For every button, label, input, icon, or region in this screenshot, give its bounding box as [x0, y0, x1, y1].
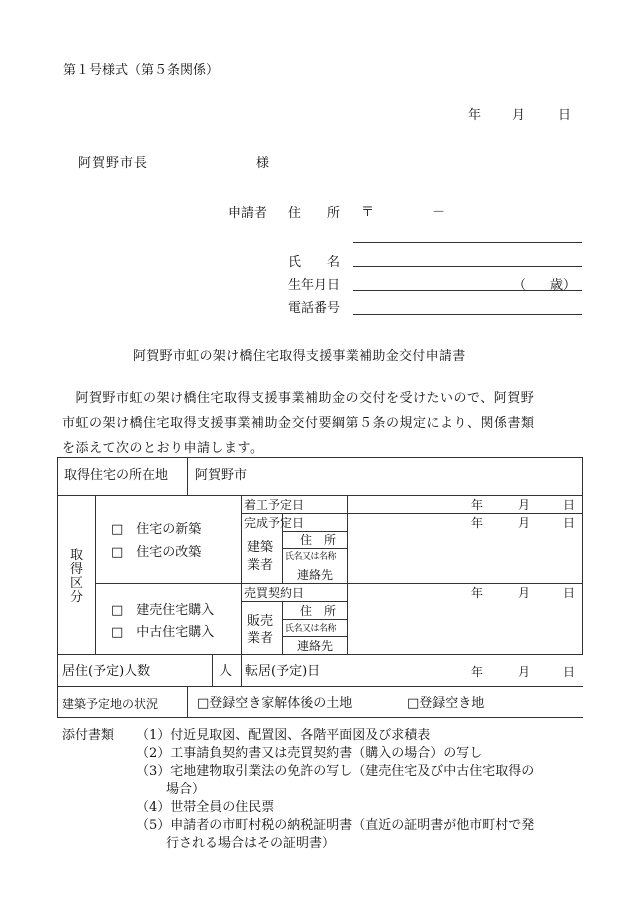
- attachment-item-4: （4）世帯全員の住民票: [136, 800, 275, 815]
- move-in-month-label: 月: [518, 665, 531, 679]
- postal-mark: 〒: [361, 205, 375, 220]
- age-suffix: 歳）: [550, 278, 577, 293]
- checkbox-site-vacant-land[interactable]: □登録空き地: [407, 696, 485, 711]
- contract-date-label: 売買契約日: [244, 586, 305, 600]
- date-day-label: 日: [558, 108, 572, 123]
- contract-day-label: 日: [563, 586, 576, 600]
- body-line-3: を添えて次のとおり申請します。: [62, 441, 264, 456]
- completion-year-label: 年: [471, 516, 484, 530]
- location-label: 取得住宅の所在地: [64, 468, 169, 483]
- start-month-label: 月: [518, 498, 531, 512]
- attachment-item-3-cont: 場合）: [166, 782, 206, 797]
- category-label-char-3: 区: [70, 576, 84, 591]
- date-month-label: 月: [512, 108, 526, 123]
- category-label-char-1: 取: [70, 548, 84, 563]
- contract-month-label: 月: [518, 586, 531, 600]
- move-in-day-label: 日: [563, 665, 576, 679]
- attachment-item-1: （1）付近見取図、配置図、各階平面図及び求積表: [136, 728, 431, 743]
- applicant-label: 申請者: [228, 206, 268, 221]
- location-value: 阿賀野市: [195, 468, 248, 483]
- birth-underline: [353, 290, 582, 291]
- category-label-char-2: 得: [70, 562, 84, 577]
- start-day-label: 日: [563, 498, 576, 512]
- persons-unit: 人: [219, 664, 233, 679]
- builder-name-label: 氏名又は名称: [285, 552, 337, 562]
- body-line-1: 阿賀野市虹の架け橋住宅取得支援事業補助金の交付を受けたいので、阿賀野: [62, 391, 535, 406]
- body-line-2: 市虹の架け橋住宅取得支援事業補助金交付要綱第５条の規定により、関係書類: [62, 416, 535, 431]
- attachment-item-5-cont: 行される場合はその証明書）: [166, 836, 336, 851]
- phone-underline: [353, 314, 582, 315]
- document-title: 阿賀野市虹の架け橋住宅取得支援事業補助金交付申請書: [133, 349, 466, 364]
- checkbox-renovation[interactable]: □ 住宅の改築: [111, 545, 202, 560]
- seller-contact-label: 連絡先: [297, 639, 334, 653]
- checkbox-new-build[interactable]: □ 住宅の新築: [111, 522, 202, 537]
- move-in-date-label: 転居(予定)日: [245, 664, 321, 679]
- attachment-item-3: （3）宅地建物取引業法の免許の写し（建売住宅及び中古住宅取得の: [136, 764, 535, 779]
- age-open-paren: （: [513, 278, 527, 293]
- site-status-label: 建築予定地の状況: [62, 697, 159, 711]
- attachments-label: 添付書類: [62, 728, 115, 743]
- name-underline: [353, 266, 582, 267]
- seller-address-label: 住 所: [300, 604, 337, 618]
- attachment-item-2: （2）工事請負契約書又は売買契約書（購入の場合）の写し: [136, 746, 483, 761]
- address-underline: [353, 242, 582, 243]
- move-in-year-label: 年: [471, 665, 484, 679]
- category-label-char-4: 分: [70, 590, 84, 605]
- checkbox-used-house[interactable]: □ 中古住宅購入: [111, 625, 215, 640]
- seller-label-1: 販売: [247, 614, 274, 629]
- date-year-label: 年: [468, 108, 482, 123]
- seller-name-label: 氏名又は名称: [285, 624, 337, 634]
- builder-label-1: 建築: [247, 540, 274, 555]
- form-number: 第１号様式（第５条関係）: [63, 63, 220, 78]
- honorific-sama: 様: [256, 156, 270, 171]
- contract-year-label: 年: [471, 586, 484, 600]
- start-year-label: 年: [471, 498, 484, 512]
- residents-label: 居住(予定)人数: [62, 664, 151, 679]
- completion-date-label: 完成予定日: [244, 516, 305, 530]
- start-date-label: 着工予定日: [244, 498, 305, 512]
- application-table: [57, 457, 583, 718]
- checkbox-built-for-sale[interactable]: □ 建売住宅購入: [111, 603, 215, 618]
- checkbox-site-demolished[interactable]: □登録空き家解体後の土地: [197, 696, 353, 711]
- builder-label-2: 業者: [247, 558, 274, 573]
- builder-address-label: 住 所: [300, 533, 337, 547]
- phone-label: 電話番号: [288, 301, 341, 316]
- postal-dash: －: [432, 205, 446, 220]
- address-label: 住 所: [288, 206, 341, 221]
- builder-contact-label: 連絡先: [297, 568, 334, 582]
- name-label: 氏 名: [288, 255, 341, 270]
- seller-label-2: 業者: [247, 631, 274, 646]
- attachment-item-5: （5）申請者の市町村税の納税証明書（直近の証明書が他市町村で発: [136, 818, 535, 833]
- completion-day-label: 日: [563, 516, 576, 530]
- addressee-mayor: 阿賀野市長: [78, 156, 149, 171]
- birth-label: 生年月日: [288, 278, 341, 293]
- completion-month-label: 月: [518, 516, 531, 530]
